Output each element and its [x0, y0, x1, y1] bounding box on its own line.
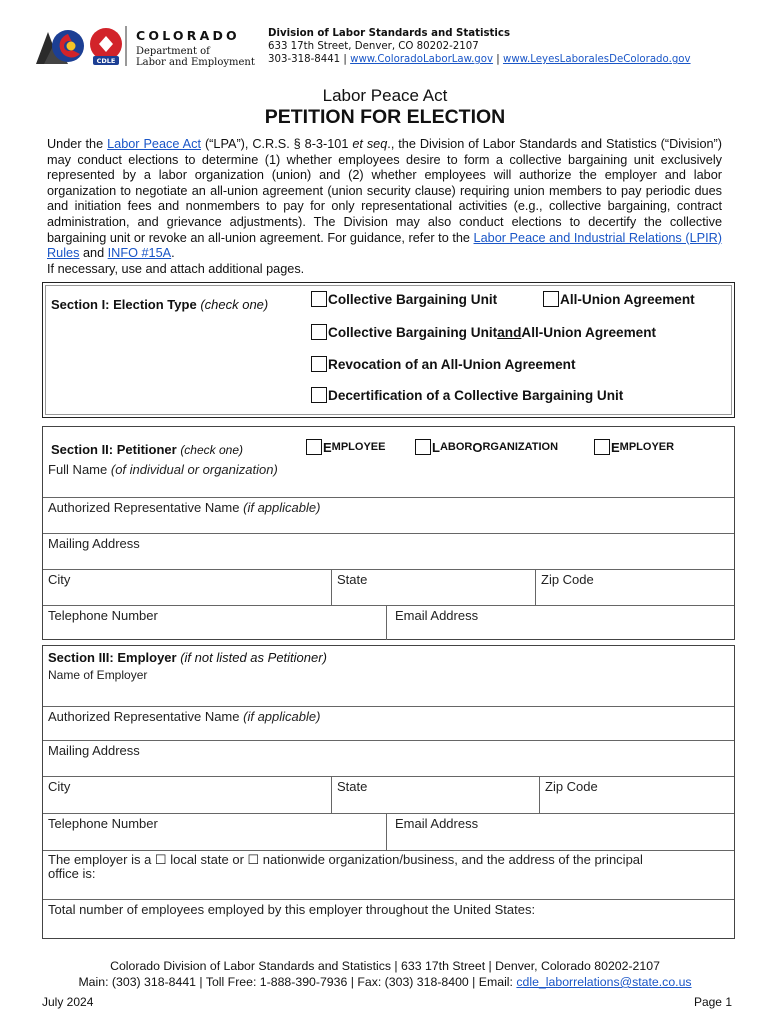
page-number: Page 1	[693, 995, 732, 1009]
employer-phone-email-row	[43, 813, 734, 850]
cdle-badge-text: CDLE	[96, 57, 116, 65]
phone-label: Telephone Number	[48, 608, 158, 623]
total-employees-field[interactable]	[43, 899, 734, 939]
checkbox[interactable]	[311, 324, 327, 340]
dept-line2: Labor and Employment	[136, 57, 255, 68]
opt-collective-bargaining[interactable]: Collective Bargaining Unit	[311, 291, 497, 307]
employer-mailing-label: Mailing Address	[48, 743, 140, 758]
full-name-label: Full Name (of individual or organization)	[48, 462, 278, 477]
employer-phone-label: Telephone Number	[48, 816, 158, 831]
employer-org-type-label: The employer is a ☐ local state or ☐ nationwide organization/business, and the address of the principal office is:	[48, 852, 643, 881]
employer-name-field[interactable]	[43, 666, 734, 706]
checkbox[interactable]	[543, 291, 559, 307]
section-petitioner	[42, 426, 735, 640]
employer-city-state-zip-row	[43, 776, 734, 813]
email-cell[interactable]	[386, 606, 479, 640]
opt-revocation[interactable]: Revocation of an All-Union Agreement	[311, 356, 575, 372]
footer-email-link[interactable]: cdle_laborrelations@state.co.us	[516, 975, 692, 989]
section3-label: Section III: Employer (if not listed as Petitioner)	[48, 650, 327, 665]
colorado-labor-law-link[interactable]: www.ColoradoLaborLaw.gov	[350, 54, 494, 65]
act-name: Labor Peace Act	[322, 86, 448, 105]
employer-mailing-field[interactable]	[43, 740, 734, 776]
footer-date: July 2024	[42, 995, 94, 1009]
section2-label: Section II: Petitioner (check one)	[51, 442, 244, 457]
petitioner-employee[interactable]: E MPLOYEE	[306, 439, 385, 455]
employer-email-cell[interactable]	[386, 814, 479, 850]
intro-note: If necessary, use and attach additional pages.	[47, 261, 305, 276]
section1-label: Section I: Election Type (check one)	[51, 297, 269, 312]
division-address: 633 17th Street, Denver, CO 80202-2107	[268, 41, 479, 52]
section-employer	[42, 645, 735, 939]
petitioner-employer[interactable]: E MPLOYER	[594, 439, 674, 455]
division-phone: 303-318-8441	[268, 54, 341, 65]
employer-city-label: City	[48, 779, 71, 794]
intro-paragraph: Under the Labor Peace Act (“LPA”), C.R.S. § 8-3-101 et seq., the Division of Labor Standards and Statistics (“Division”) may conduct elections to determine (1) whether employees desire to form a collective bargaining unit exclusively represented by a labor organization (union) and (2) whether employees will authorize the employer and labor organization to negotiate an all-union agreement (union security clause) requiring union members to pay periodic dues and initiation fees and nonmembers to pay for only representational activities (e.g., collective bargaining, contract administration, and grievance adjustments). The Division may also conduct elections to decertify the collective bargaining unit or revoke an all-union agreement. For guidance, refer to the Labor Peace and Industrial Relations (LPIR) Rules and INFO #15A.	[47, 137, 723, 261]
full-name-field[interactable]	[43, 459, 734, 497]
checkbox[interactable]	[311, 387, 327, 403]
page-title: PETITION FOR ELECTION	[264, 106, 506, 128]
state-label: State	[337, 572, 368, 587]
state-cell[interactable]	[331, 570, 368, 605]
sep: |	[496, 54, 500, 65]
petitioner-labor-org[interactable]: L ABOR O RGANIZATION	[415, 439, 558, 455]
dept-name	[136, 28, 255, 68]
footer	[0, 958, 770, 990]
division-info	[268, 27, 691, 66]
employer-auth-rep-field[interactable]	[43, 706, 734, 740]
leyes-laborales-link[interactable]: www.LeyesLaboralesDeColorado.gov	[502, 54, 691, 65]
division-name: Division of Labor Standards and Statistics	[268, 28, 511, 39]
checkbox[interactable]	[594, 439, 610, 455]
mailing-label: Mailing Address	[48, 536, 140, 551]
section-election-type	[42, 282, 735, 418]
dept-line1: Department of	[136, 46, 210, 57]
checkbox[interactable]	[311, 356, 327, 372]
employer-org-type-field[interactable]	[43, 850, 734, 899]
zip-cell[interactable]	[535, 570, 594, 605]
employer-state-cell[interactable]	[331, 777, 368, 813]
employer-zip-cell[interactable]	[539, 777, 598, 813]
employer-auth-rep-label: Authorized Representative Name (if applicable)	[48, 709, 321, 724]
city-label: City	[48, 572, 71, 587]
phone-email-row	[43, 605, 734, 640]
intro-text	[47, 137, 722, 277]
division-contacts	[268, 53, 691, 66]
opt-cbu-and-all-union[interactable]: Collective Bargaining Unit and All-Union Agreement	[311, 324, 656, 340]
city-state-zip-row	[43, 569, 734, 605]
email-label: Email Address	[395, 608, 479, 623]
footer-address: Colorado Division of Labor Standards and Statistics | 633 17th Street | Denver, Colorado 80202-2107	[110, 959, 660, 973]
opt-all-union[interactable]: All-Union Agreement	[543, 291, 695, 307]
auth-rep-field[interactable]	[43, 497, 734, 533]
total-employees-label: Total number of employees employed by this employer throughout the United States:	[48, 902, 536, 917]
lpir-rules-link[interactable]: Labor Peace and Industrial Relations (LPIR) Rules	[47, 230, 723, 261]
letterhead	[36, 24, 736, 72]
checkbox[interactable]	[311, 291, 327, 307]
checkbox[interactable]	[306, 439, 322, 455]
employer-state-label: State	[337, 779, 368, 794]
sep: |	[343, 54, 347, 65]
checkbox[interactable]	[415, 439, 431, 455]
colorado-cdle-logo	[36, 24, 128, 68]
opt-decertification[interactable]: Decertification of a Collective Bargaining Unit	[311, 387, 623, 403]
mailing-address-field[interactable]	[43, 533, 734, 569]
auth-rep-label: Authorized Representative Name (if applicable)	[48, 500, 321, 515]
employer-name-label: Name of Employer	[48, 668, 148, 682]
footer-contacts: Main: (303) 318-8441 | Toll Free: 1-888-390-7936 | Fax: (303) 318-8400 | Email: cdle_laborrelations@state.co.us	[78, 975, 692, 989]
info-15a-link[interactable]: INFO #15A	[107, 246, 172, 261]
employer-email-label: Email Address	[395, 816, 479, 831]
zip-label: Zip Code	[541, 572, 594, 587]
employer-zip-label: Zip Code	[545, 779, 598, 794]
lpa-link[interactable]: Labor Peace Act	[107, 137, 202, 151]
state-name: COLORADO	[136, 28, 240, 43]
